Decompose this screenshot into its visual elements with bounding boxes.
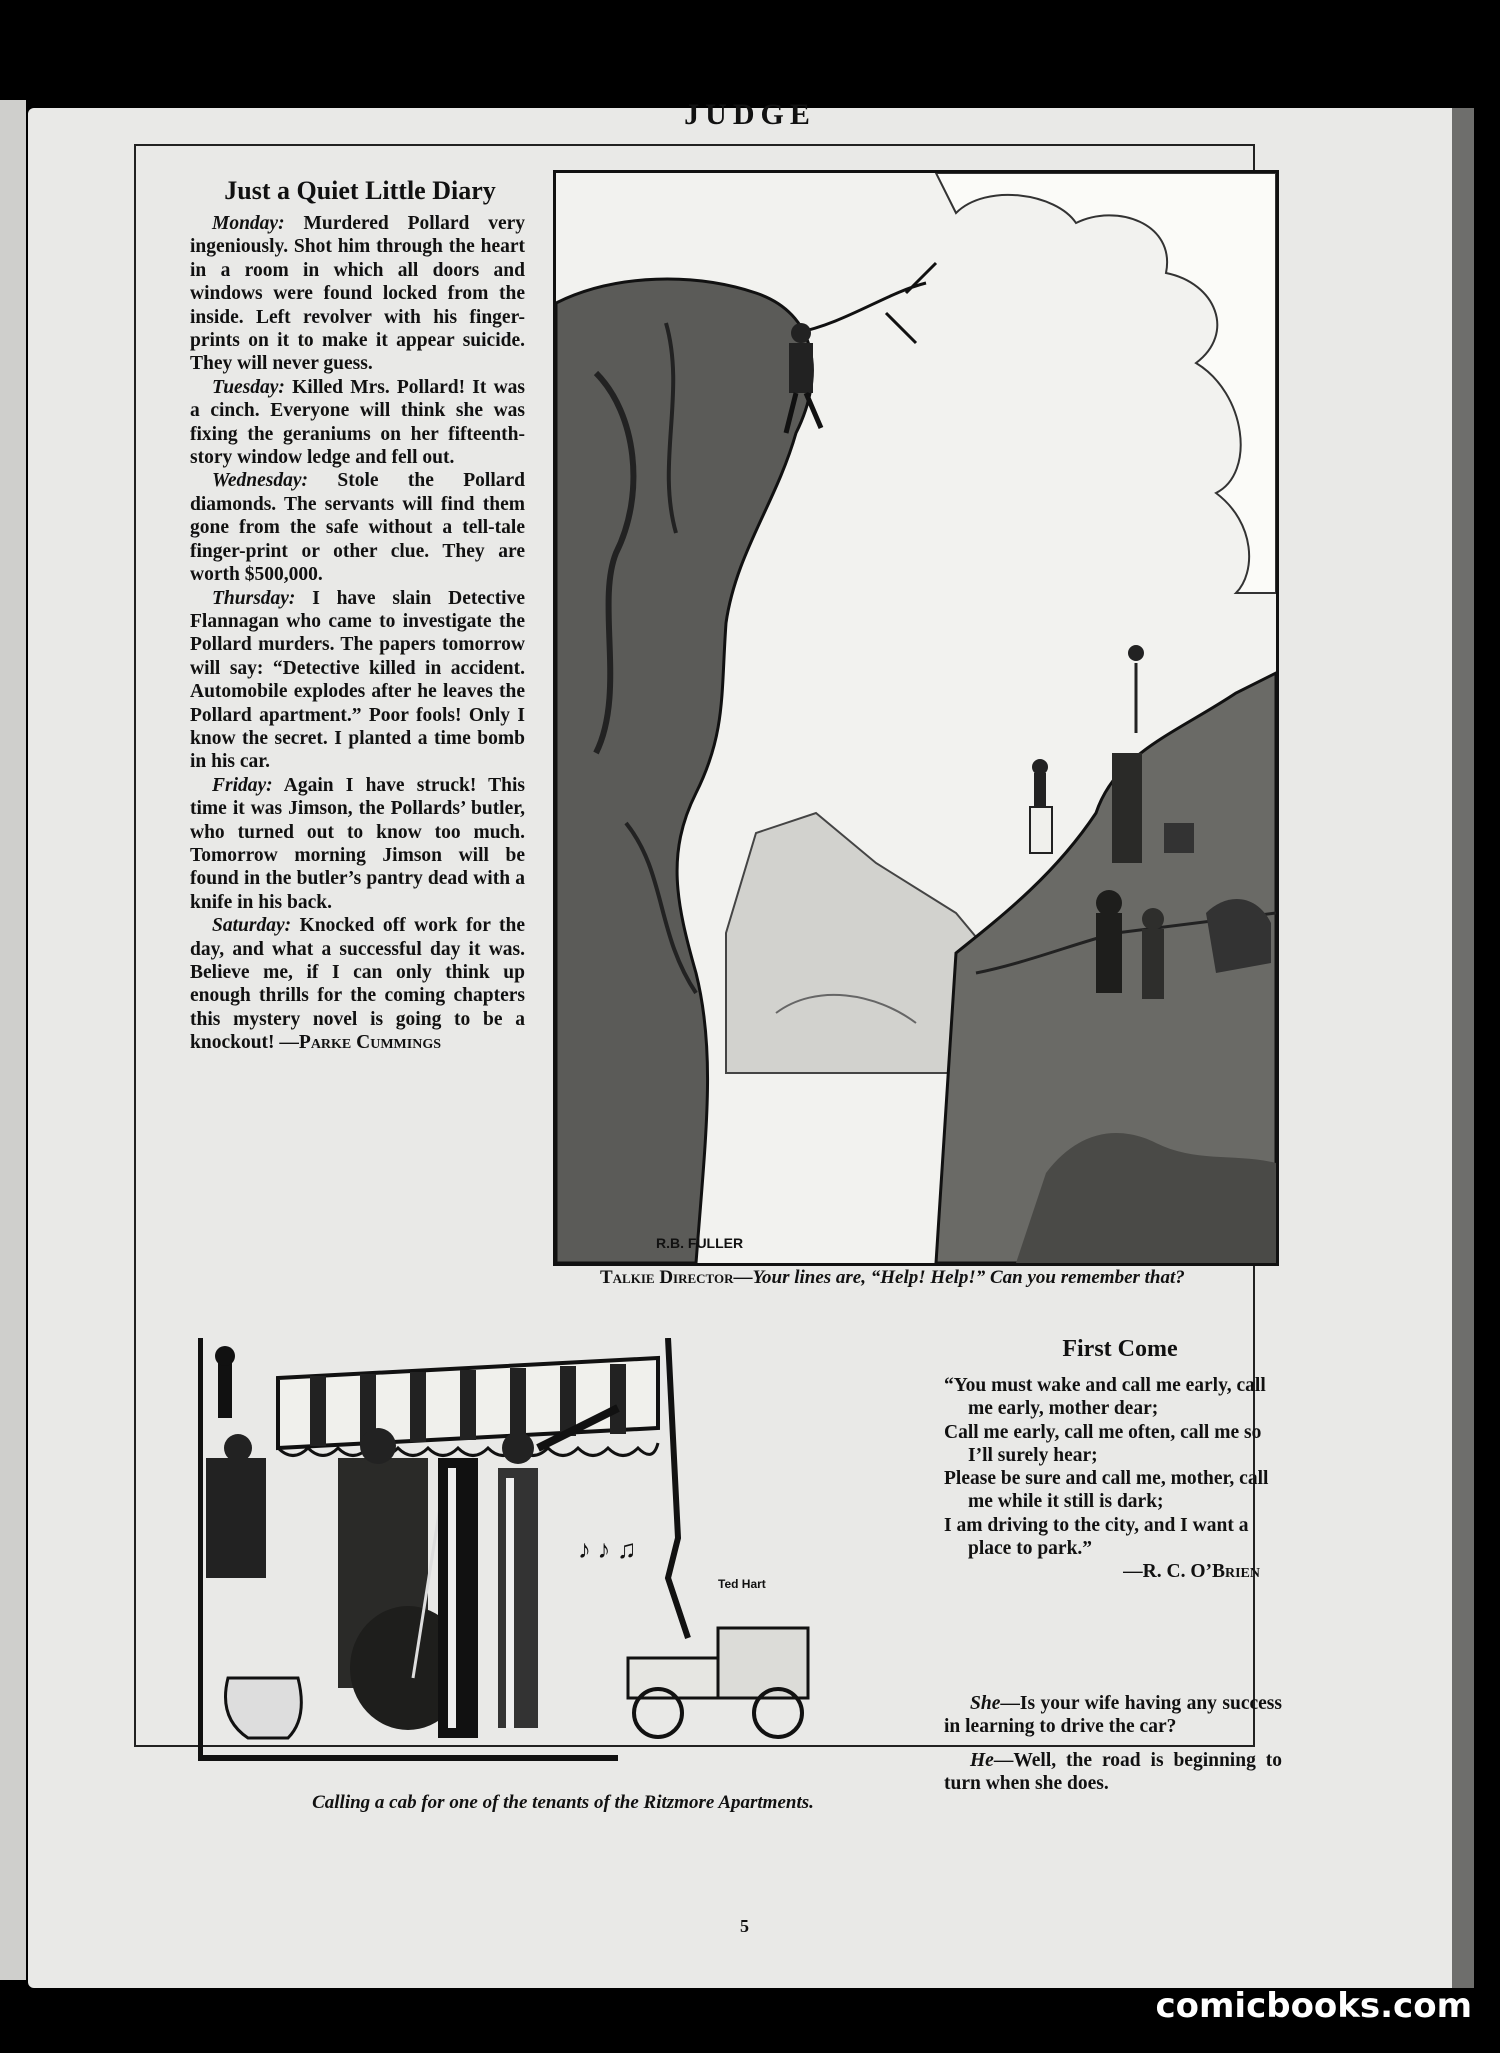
cab-cartoon-drawing	[198, 1338, 928, 1798]
cartoon-top-caption	[600, 1266, 1260, 1289]
magazine-title: JUDGE	[684, 98, 816, 131]
cartoon-bottom-caption: Calling a cab for one of the tenants of the Ritzmore Apartments.	[312, 1792, 814, 1813]
joke-answer: He—Well, the road is beginning to turn when she does.	[944, 1749, 1282, 1794]
cartoon-bottom-signature: Ted Hart	[718, 1577, 766, 1591]
poem-author: —R. C. O’Brien	[1123, 1561, 1260, 1583]
left-page-edge	[0, 100, 26, 1980]
diary-entry: Tuesday: Killed Mrs. Pollard! It was a cinch. Everyone will think she was fixing the geraniums on her fifteenth-story window ledge and fell out.	[190, 376, 525, 469]
joke-question: She—Is your wife having any success in learning to drive the car?	[944, 1693, 1282, 1738]
poem-body	[944, 1374, 1282, 1584]
diary-entry: Saturday: Knocked off work for the day, and what a successful day it was. Believe me, if I can only think up enough thrills for the coming chapters this mystery novel is going to be a knockout! —Parke Cummings	[190, 915, 526, 1054]
poem-line: I am driving to the city, and I want a place to park.”	[944, 1514, 1249, 1560]
site-watermark: comicbooks.com	[1155, 1986, 1472, 2026]
cartoon-top-signature: R.B. FULLER	[656, 1235, 744, 1251]
diary-entry: Monday: Murdered Pollard very ingeniously. Shot him through the heart in a room in which all doors and windows were found locked from the inside. Left revolver with his finger-prints on it to make it appear suicide. They will never guess.	[190, 213, 526, 375]
binding-edge	[1452, 108, 1474, 1988]
poem-line: Call me early, call me often, call me so I’ll surely hear;	[944, 1421, 1262, 1466]
caption-quote: Your lines are, “Help! Help!” Can you remember that?	[752, 1267, 1185, 1288]
poem-title: First Come	[1062, 1336, 1178, 1362]
svg-text:♪ ♪ ♫: ♪ ♪ ♫	[578, 1535, 637, 1564]
joke-dialogue	[944, 1692, 1282, 1805]
diary-body	[190, 212, 525, 1055]
diary-entry: Thursday: I have slain Detective Flannagan who came to investigate the Pollard murders. The papers tomorrow will say: “Detective killed in accident. Automobile explodes after he leaves the Pollard apartment.” Poor fools! Only I know the secret. I planted a time bomb in his car.	[190, 587, 526, 773]
diary-entry: Wednesday: Stole the Pollard diamonds. The servants will find them gone from the safe without a tell-tale finger-print or other clue. They are worth $500,000.	[190, 470, 526, 586]
cab-cartoon-illustration	[198, 1338, 928, 1798]
cliff-cartoon-drawing	[556, 173, 1276, 1263]
page-number: 5	[740, 1916, 749, 1936]
cliff-cartoon-illustration	[553, 170, 1279, 1266]
poem-line: Please be sure and call me, mother, call me while it still is dark;	[944, 1468, 1269, 1513]
diary-signature: Parke Cummings	[298, 1032, 441, 1054]
caption-speaker: Talkie Director—	[600, 1267, 753, 1288]
diary-entry: Friday: Again I have struck! This time it was Jimson, the Pollards’ butler, who turned out to know too much. Tomorrow morning Jimson will be found in the butler’s pantry dead with a knife in his back.	[190, 774, 525, 913]
diary-title: Just a Quiet Little Diary	[224, 176, 496, 205]
poem-line: “You must wake and call me early, call me early, mother dear;	[944, 1375, 1266, 1420]
